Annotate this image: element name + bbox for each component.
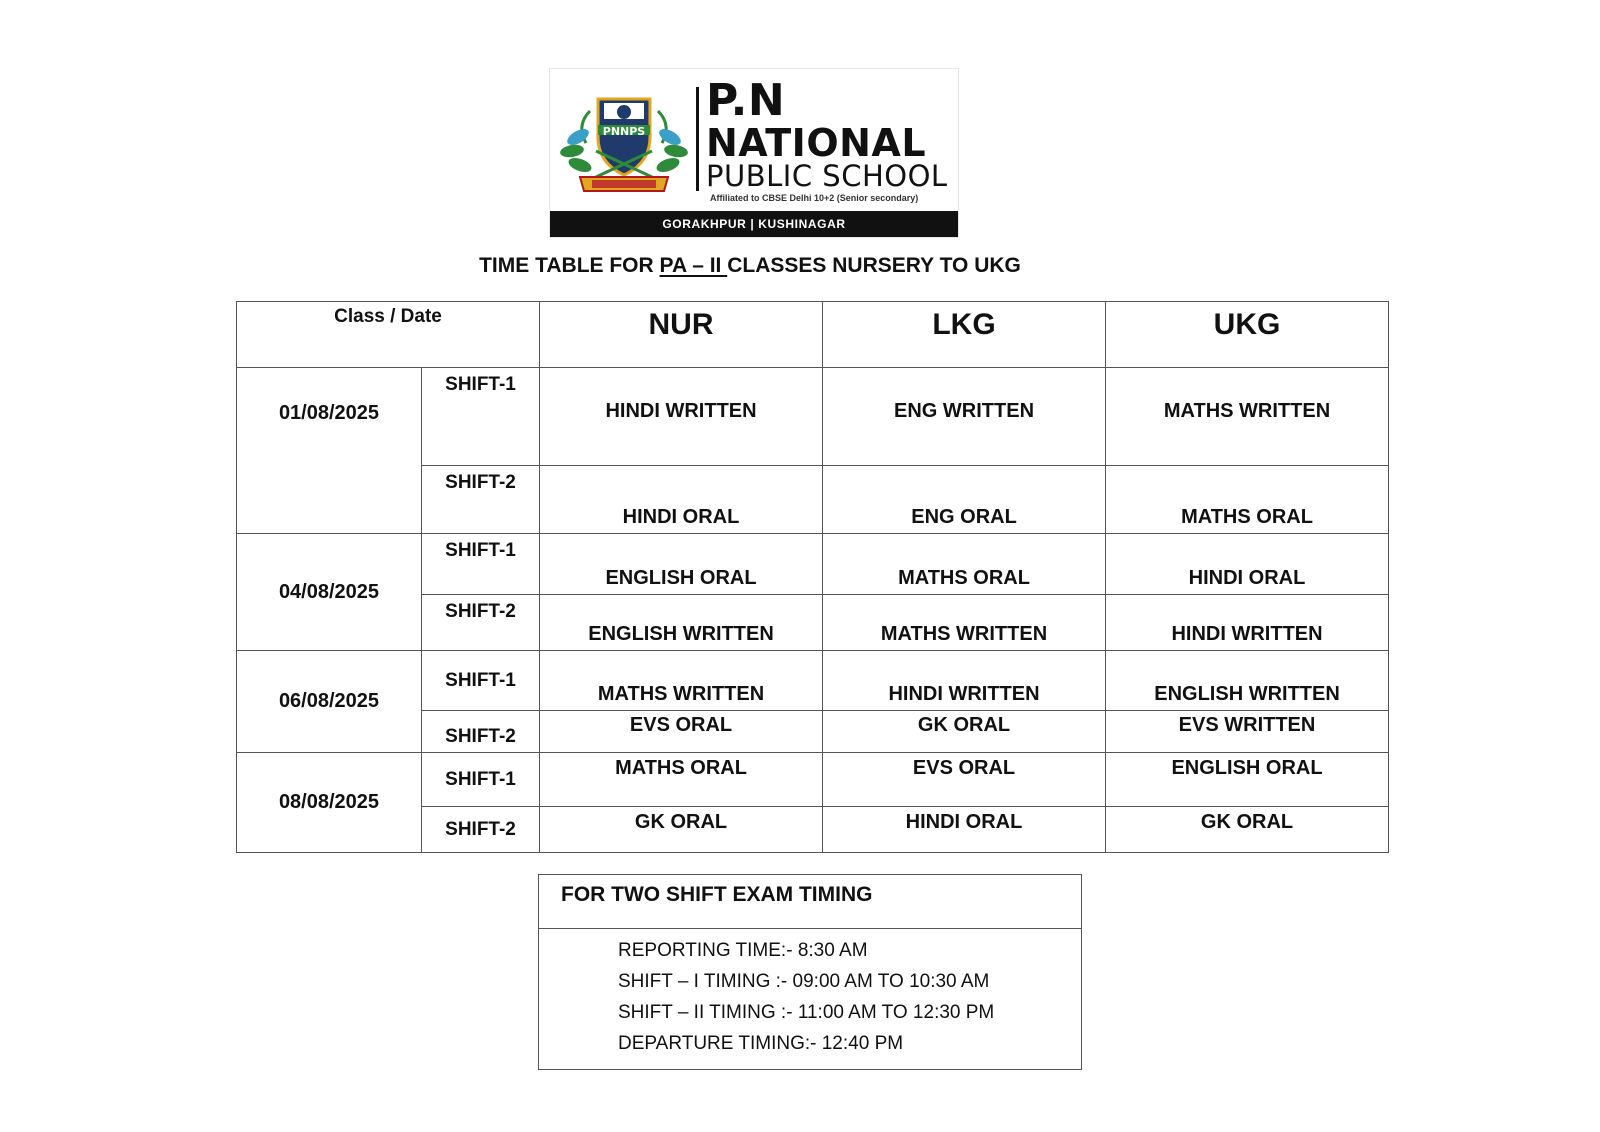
subject-cell: HINDI ORAL [823,807,1106,853]
subject-cell: ENGLISH WRITTEN [540,595,823,651]
timing-shift-1: SHIFT – I TIMING :- 09:00 AM TO 10:30 AM [618,971,990,992]
subject-cell: MATHS WRITTEN [1106,368,1389,466]
title-prefix: TIME TABLE FOR [479,254,660,277]
subject-cell: MATHS ORAL [540,753,823,807]
subject-cell: HINDI WRITTEN [823,651,1106,711]
subject-cell: HINDI ORAL [1106,534,1389,595]
subject-cell: HINDI WRITTEN [1106,595,1389,651]
shift-label: SHIFT-1 [422,753,540,807]
subject-cell: MATHS WRITTEN [823,595,1106,651]
subject-cell: MATHS ORAL [823,534,1106,595]
subject-cell: EVS ORAL [823,753,1106,807]
date-cell: 06/08/2025 [237,651,422,753]
shift-label: SHIFT-2 [422,466,540,534]
subject-cell: EVS ORAL [540,711,823,753]
subject-cell: ENG WRITTEN [823,368,1106,466]
subject-cell: HINDI ORAL [540,466,823,534]
shift-label: SHIFT-1 [422,651,540,711]
column-header-lkg: LKG [823,302,1106,368]
shift-label: SHIFT-2 [422,807,540,853]
subject-cell: GK ORAL [823,711,1106,753]
time-table [236,301,1389,853]
timing-shift-2: SHIFT – II TIMING :- 11:00 AM TO 12:30 PM [618,1002,995,1023]
table-row [237,368,1389,466]
shift-label: SHIFT-2 [422,595,540,651]
subject-cell: MATHS WRITTEN [540,651,823,711]
exam-timing-box [538,874,1082,1070]
shift-label: SHIFT-1 [422,368,540,466]
table-row [237,753,1389,807]
subject-cell: MATHS ORAL [1106,466,1389,534]
table-header-row [237,302,1389,368]
subject-cell: ENG ORAL [823,466,1106,534]
subject-cell: HINDI WRITTEN [540,368,823,466]
table-row [237,534,1389,595]
date-cell: 04/08/2025 [237,534,422,651]
shift-label: SHIFT-2 [422,711,540,753]
title-underlined: PA – II [659,254,728,277]
logo-line-2: NATIONAL [706,121,927,165]
title-suffix: CLASSES NURSERY TO UKG [727,254,1021,277]
corner-label: Class / Date [237,302,540,368]
page-title [0,254,1500,278]
timing-departure: DEPARTURE TIMING:- 12:40 PM [618,1033,904,1054]
logo-line-1: P.N [706,75,786,126]
table-row [237,651,1389,711]
logo-location-bar: GORAKHPUR | KUSHINAGAR [550,211,958,237]
logo-affiliation: Affiliated to CBSE Delhi 10+2 (Senior secondary) [710,193,919,203]
timing-reporting: REPORTING TIME:- 8:30 AM [618,940,868,961]
logo-line-3: PUBLIC SCHOOL [706,159,948,193]
timing-list [539,929,1081,1059]
date-cell: 01/08/2025 [237,368,422,534]
subject-cell: GK ORAL [540,807,823,853]
subject-cell: EVS WRITTEN [1106,711,1389,753]
date-cell: 08/08/2025 [237,753,422,853]
column-header-ukg: UKG [1106,302,1389,368]
timing-heading: FOR TWO SHIFT EXAM TIMING [539,875,1081,929]
logo-divider [696,87,699,191]
school-logo [549,68,959,238]
subject-cell: GK ORAL [1106,807,1389,853]
shift-label: SHIFT-1 [422,534,540,595]
subject-cell: ENGLISH ORAL [1106,753,1389,807]
subject-cell: ENGLISH ORAL [540,534,823,595]
column-header-nur: NUR [540,302,823,368]
crest-text: PNNPS [602,125,646,138]
subject-cell: ENGLISH WRITTEN [1106,651,1389,711]
school-crest-icon [556,85,692,197]
